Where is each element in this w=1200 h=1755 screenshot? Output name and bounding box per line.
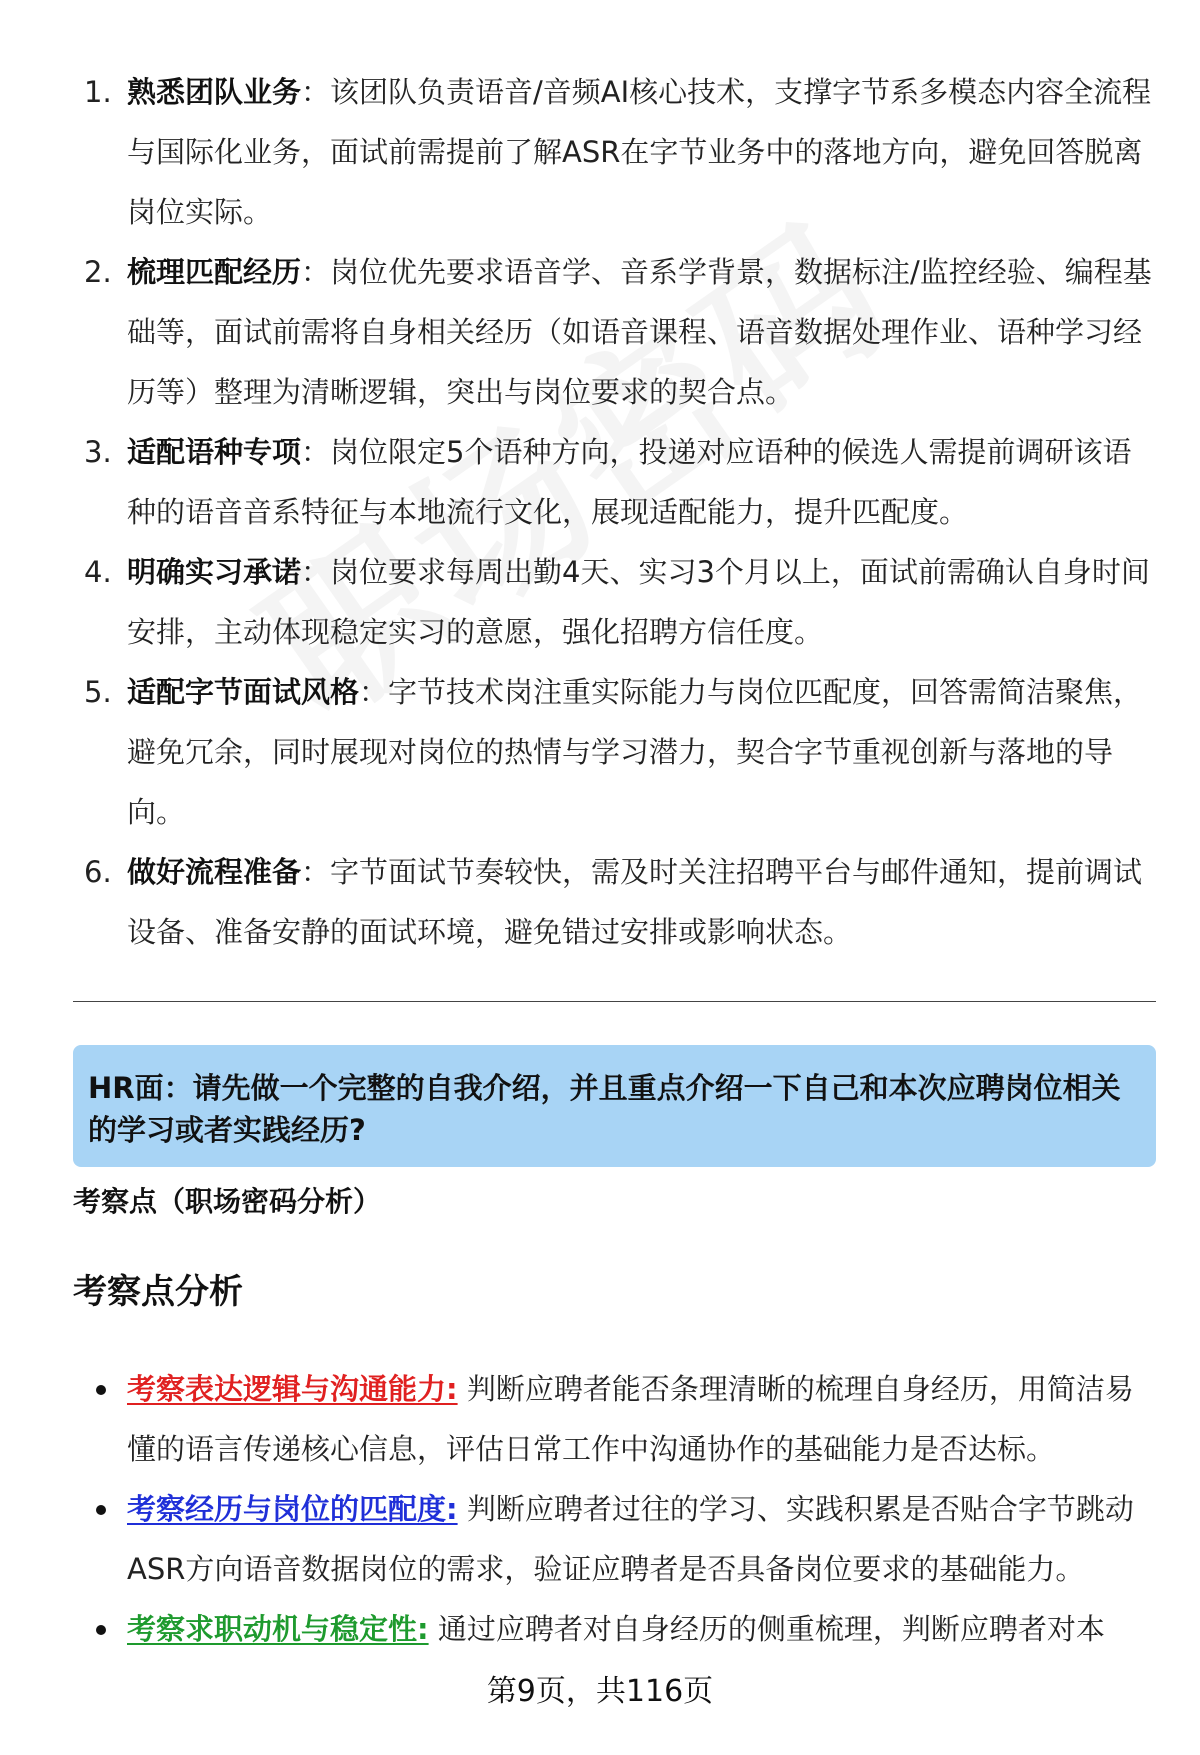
- item-text: ：岗位限定5个语种方向，投递对应语种的候选人需提前调研该语种的语音音系特征与本地流行文化，展现适配能力，提升匹配度。: [127, 435, 1132, 529]
- question-callout: HR面：请先做一个完整的自我介绍，并且重点介绍一下自己和本次应聘岗位相关的学习或者实践经历?: [73, 1045, 1156, 1167]
- point-text: 判断应聘者过往的学习、实践积累是否贴合字节跳动ASR方向语音数据岗位的需求，验证应聘者是否具备岗位要求的基础能力。: [127, 1492, 1134, 1586]
- item-text: ：字节技术岗注重实际能力与岗位匹配度，回答需简洁聚焦，避免冗余，同时展现对岗位的热情与学习潜力，契合字节重视创新与落地的导向。: [127, 675, 1143, 829]
- point-text: 判断应聘者能否条理清晰的梳理自身经历，用简洁易懂的语言传递核心信息，评估日常工作中沟通协作的基础能力是否达标。: [127, 1372, 1134, 1466]
- list-item: [0, 842, 1200, 962]
- item-title: 适配语种专项: [127, 435, 302, 469]
- item-title: 适配字节面试风格: [127, 675, 360, 709]
- item-title: 熟悉团队业务: [127, 75, 302, 109]
- point-label: 考察表达逻辑与沟通能力:: [127, 1372, 458, 1406]
- point-label: 考察经历与岗位的匹配度:: [127, 1492, 458, 1526]
- bullet-icon: [96, 1505, 106, 1515]
- list-item: [0, 1479, 1200, 1599]
- list-item: [0, 1359, 1200, 1479]
- analysis-subheading: 考察点（职场密码分析）: [73, 1185, 382, 1218]
- preparation-list: [0, 62, 1200, 962]
- list-number: 4.: [84, 555, 112, 589]
- item-title: 做好流程准备: [127, 855, 302, 889]
- item-text: ：该团队负责语音/音频AI核心技术，支撑字节系多模态内容全流程与国际化业务，面试前需提前了解ASR在字节业务中的落地方向，避免回答脱离岗位实际。: [127, 75, 1152, 229]
- point-label: 考察求职动机与稳定性:: [127, 1612, 429, 1646]
- list-item: [0, 422, 1200, 542]
- item-title: 明确实习承诺: [127, 555, 302, 589]
- bullet-icon: [96, 1385, 106, 1395]
- section-title: 考察点分析: [73, 1272, 243, 1312]
- list-item: [0, 662, 1200, 842]
- point-text: 通过应聘者对自身经历的侧重梳理，判断应聘者对本: [428, 1612, 1105, 1646]
- item-text: ：岗位要求每周出勤4天、实习3个月以上，面试前需确认自身时间安排，主动体现稳定实习的意愿，强化招聘方信任度。: [127, 555, 1150, 649]
- item-text: ：字节面试节奏较快，需及时关注招聘平台与邮件通知，提前调试设备、准备安静的面试环境，避免错过安排或影响状态。: [127, 855, 1143, 949]
- section-divider: [73, 1001, 1156, 1002]
- page-number: 第9页，共116页: [486, 1674, 714, 1709]
- list-number: 5.: [84, 675, 112, 709]
- item-title: 梳理匹配经历: [127, 255, 302, 289]
- list-item: [0, 542, 1200, 662]
- list-number: 6.: [84, 855, 112, 889]
- list-number: 2.: [84, 255, 112, 289]
- item-text: ：岗位优先要求语音学、音系学背景，数据标注/监控经验、编程基础等，面试前需将自身相关经历（如语音课程、语音数据处理作业、语种学习经历等）整理为清晰逻辑，突出与岗位要求的契合点。: [127, 255, 1152, 409]
- bullet-icon: [96, 1625, 106, 1635]
- list-number: 3.: [84, 435, 112, 469]
- list-number: 1.: [84, 75, 112, 109]
- list-item: [0, 1599, 1200, 1659]
- analysis-point-list: [0, 1359, 1200, 1659]
- list-item: [0, 62, 1200, 242]
- list-item: [0, 242, 1200, 422]
